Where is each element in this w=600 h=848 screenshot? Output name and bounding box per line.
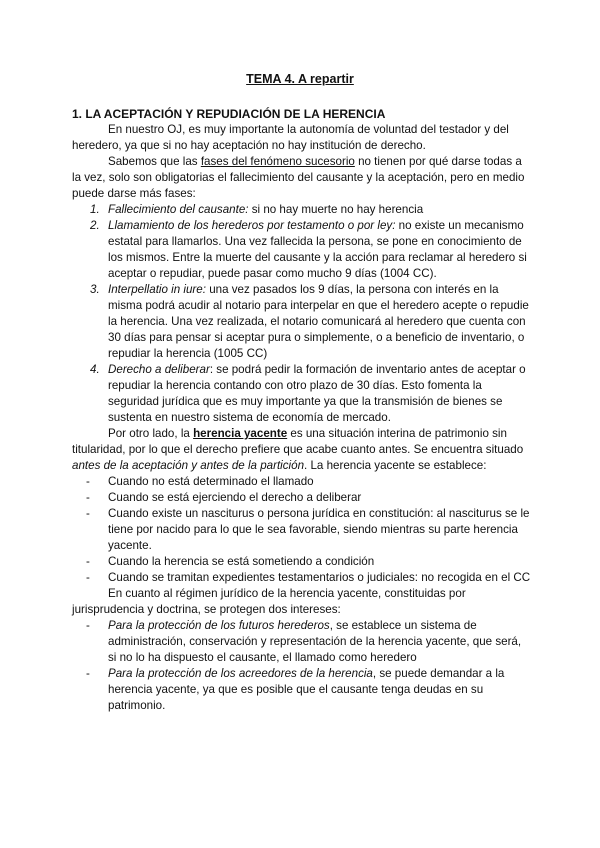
phase-text: : se podrá pedir la formación de inventario antes de aceptar o repudiar la herencia contando con otro plazo de 30 días. Esto fomenta la seguridad jurídica que es muy importante ya que la transmisión de bienes se sustenta en nuestro sistema de economía de mercado. xyxy=(108,363,526,424)
phase-item xyxy=(90,218,532,282)
phase-title: Fallecimiento del causante: xyxy=(108,203,249,216)
italic-span: antes de la aceptación y antes de la partición xyxy=(72,459,305,472)
case-item xyxy=(86,474,532,490)
phase-item xyxy=(90,282,532,362)
dash-bullet: - xyxy=(86,475,90,488)
paragraph-phases xyxy=(72,154,532,202)
case-item xyxy=(86,554,532,570)
phase-item xyxy=(90,202,532,218)
phase-number: 3. xyxy=(90,283,100,296)
phase-title: Llamamiento de los herederos por testamento o por ley: xyxy=(108,219,396,232)
text-span: Por otro lado, la xyxy=(108,427,194,440)
case-item xyxy=(86,570,532,586)
case-text: Cuando se está ejerciendo el derecho a deliberar xyxy=(108,491,362,504)
phase-number: 1. xyxy=(90,203,100,216)
document-body xyxy=(72,106,532,714)
case-item xyxy=(86,490,532,506)
paragraph-intro: En nuestro OJ, es muy importante la autonomía de voluntad del testador y del heredero, ya que si no hay aceptación no hay institución de derecho. xyxy=(72,123,509,152)
document-title: TEMA 4. A repartir xyxy=(246,72,354,86)
dash-bullet: - xyxy=(86,507,90,520)
dash-bullet: - xyxy=(86,667,90,680)
interest-title: Para la protección de los acreedores de la herencia xyxy=(108,667,373,680)
case-text: Cuando se tramitan expedientes testamentarios o judiciales: no recogida en el CC xyxy=(108,571,531,584)
phase-text: una vez pasados los 9 días, la persona con interés en la misma podrá acudir al notario para interpelar en que el heredero acepte o repudie la herencia. Una vez realizada, el notario comunicará al heredero que cuenta con 30 días para pensar si aceptar pura o simplemente, o a beneficio de inventario, o repudiar la herencia (1005 CC) xyxy=(108,283,529,360)
interest-item xyxy=(86,618,532,666)
cases-list xyxy=(72,474,532,586)
phase-title: Derecho a deliberar xyxy=(108,363,210,376)
phases-link: fases del fenómeno sucesorio xyxy=(200,155,355,168)
case-item xyxy=(86,506,532,554)
paragraph-herencia-yacente xyxy=(72,426,532,474)
phase-item xyxy=(90,362,532,426)
phase-number: 2. xyxy=(90,219,100,232)
section-heading: 1. LA ACEPTACIÓN Y REPUDIACIÓN DE LA HERENCIA xyxy=(72,107,386,121)
dash-bullet: - xyxy=(86,491,90,504)
text-span: Sabemos que las xyxy=(108,155,201,168)
dash-bullet: - xyxy=(86,555,90,568)
interest-item xyxy=(86,666,532,714)
text-span: es una situación interina de patrimonio sin titularidad, por lo que el derecho prefiere que acabe cuanto antes. Se encuentra situado xyxy=(72,427,524,456)
paragraph-regimen: En cuanto al régimen jurídico de la herencia yacente, constituidas por jurisprudencia y doctrina, se protegen dos intereses: xyxy=(72,587,466,616)
interest-text: , se puede demandar a la herencia yacente, ya que es posible que el causante tenga deudas en su patrimonio. xyxy=(108,667,505,712)
text-span: no tienen por qué darse todas a la vez, solo son obligatorias el fallecimiento del causante y la aceptación, pero en medio puede darse más fases: xyxy=(72,155,525,200)
phase-number: 4. xyxy=(90,363,100,376)
case-text: Cuando no está determinado el llamado xyxy=(108,475,314,488)
case-text: Cuando la herencia se está sometiendo a condición xyxy=(108,555,375,568)
text-span: . La herencia yacente se establece: xyxy=(304,459,487,472)
interest-title: Para la protección de los futuros herederos xyxy=(108,619,330,632)
phase-text: no existe un mecanismo estatal para llamarlos. Una vez fallecida la persona, se pone en conocimiento de los mismos. Entre la muerte del causante y la acción para reclamar al heredero si aceptar o repudiar, puede pasar como mucho 9 días (1004 CC). xyxy=(108,219,527,280)
dash-bullet: - xyxy=(86,571,90,584)
interests-list xyxy=(72,618,532,714)
term-herencia-yacente: herencia yacente xyxy=(193,427,288,440)
phase-title: Interpellatio in iure: xyxy=(108,283,206,296)
dash-bullet: - xyxy=(86,619,90,632)
phase-text: si no hay muerte no hay herencia xyxy=(248,203,424,216)
case-text: Cuando existe un nasciturus o persona jurídica en constitución: al nasciturus se le tiene por nacido para lo que le sea favorable, siendo mientras su parte herencia yacente. xyxy=(108,507,530,552)
phases-list xyxy=(72,202,532,426)
interest-text: , se establece un sistema de administración, conservación y representación de la herencia yacente, que será, si no lo ha dispuesto el causante, el llamado como heredero xyxy=(108,619,522,664)
